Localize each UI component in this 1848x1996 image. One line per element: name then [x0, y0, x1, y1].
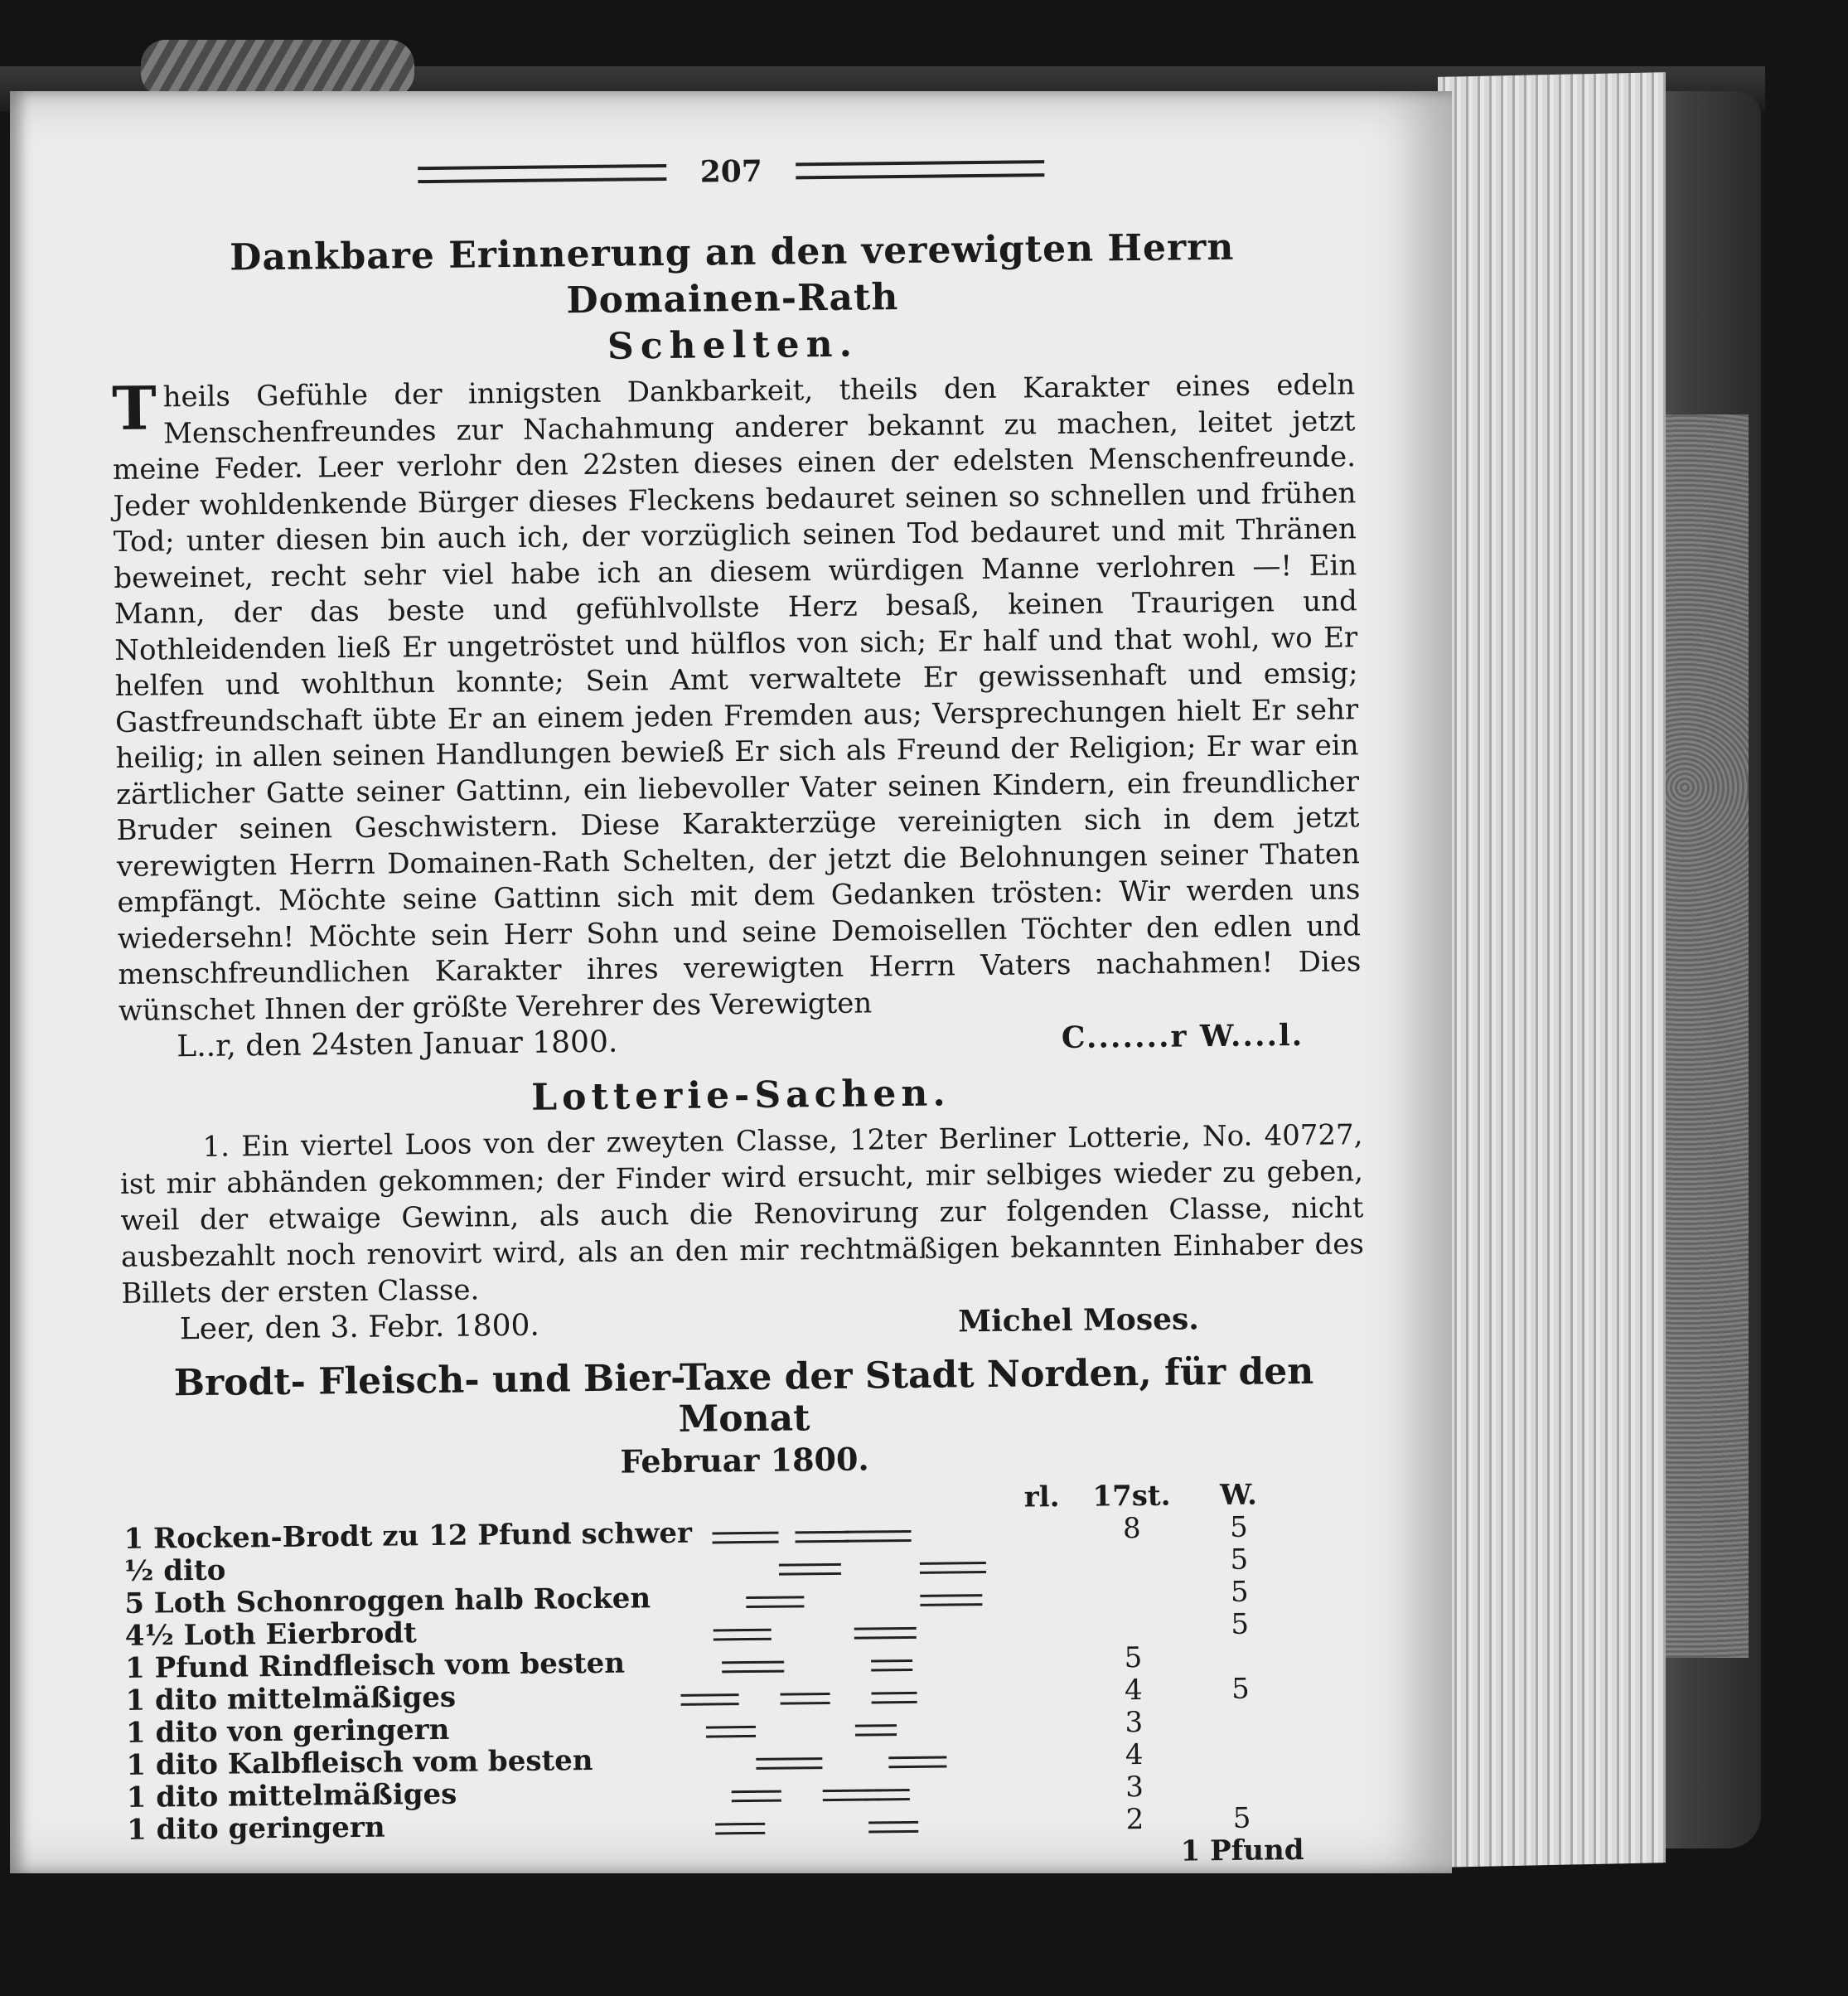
obituary-title-line1: Dankbare Erinnerung an den verewigten Herrn Domainen-Rath: [230, 225, 1235, 322]
book-page: [10, 91, 1452, 1873]
dash-rule: [920, 1594, 982, 1606]
price-st: 5: [1124, 1641, 1143, 1675]
last-note: 1 Pfund: [1180, 1834, 1304, 1868]
lottery-place-date: Leer, den 3. Febr. 1800.: [179, 1308, 540, 1347]
obituary-title-line2: Schelten.: [607, 322, 859, 368]
dash-rule: [715, 1823, 765, 1835]
spine-cord: [141, 40, 414, 98]
price-st: 8: [1122, 1512, 1141, 1546]
dash-rule: [864, 1789, 910, 1801]
price-st: [1087, 1610, 1178, 1643]
price-item: 1 dito geringern: [126, 1810, 385, 1847]
page-content: [109, 140, 1371, 1879]
dash-rule: [706, 1726, 756, 1738]
dash-rule: [868, 1821, 918, 1834]
obituary-signature: C.......r W....l.: [1061, 1017, 1304, 1056]
price-rl: [1000, 1740, 1090, 1773]
price-item: ½ dito: [123, 1553, 226, 1588]
price-table: [123, 1479, 1304, 1879]
price-item: 4½ Loth Eierbrodt: [124, 1616, 417, 1653]
price-w: 5: [1230, 1543, 1249, 1577]
price-rl: [998, 1514, 1087, 1547]
marbled-board-paper: [1657, 414, 1749, 1658]
price-rl: [999, 1708, 1089, 1741]
price-rl: [1000, 1772, 1090, 1805]
col-rl: rl.: [1023, 1480, 1060, 1514]
price-rl: [999, 1611, 1088, 1644]
obituary-body: [112, 367, 1362, 1029]
tax-title-line2: Februar 1800.: [620, 1440, 869, 1480]
price-dashes: [699, 1805, 1001, 1841]
dash-rule: [722, 1661, 784, 1674]
price-dashes: [698, 1708, 1000, 1744]
price-dashes: [696, 1579, 999, 1615]
dash-rule: [756, 1757, 822, 1770]
price-w: 5: [1232, 1801, 1251, 1835]
price-item: 1 Rocken-Brodt zu 12 Pfund schwer: [123, 1516, 693, 1556]
lottery-title: Lotterie-Sachen.: [530, 1072, 951, 1119]
tax-title: [122, 1350, 1366, 1488]
price-table-body: [123, 1511, 1304, 1847]
dash-rule: [746, 1596, 804, 1608]
price-rl: [1000, 1805, 1090, 1838]
col-st: 17st.: [1092, 1479, 1171, 1514]
tax-title-line1: Brodt- Fleisch- und Bier-Taxe der Stadt Norden, für den Monat: [173, 1349, 1314, 1441]
price-dashes: [697, 1644, 999, 1679]
price-dashes: [697, 1676, 999, 1712]
dash-rule: [712, 1532, 778, 1544]
price-st: [1087, 1577, 1178, 1611]
price-item: 1 dito mittelmäßiges: [126, 1777, 457, 1814]
price-st: 2: [1125, 1803, 1144, 1837]
header-rule-right: [796, 160, 1044, 179]
price-w: 5: [1230, 1575, 1249, 1609]
dash-rule: [780, 1693, 830, 1705]
price-st: 4: [1125, 1738, 1144, 1772]
price-st: [1086, 1545, 1178, 1578]
price-rl: [998, 1546, 1087, 1579]
page-number: 207: [699, 153, 763, 190]
obituary-place-date: L..r, den 24sten Januar 1800.: [177, 1025, 618, 1064]
col-w: W.: [1219, 1478, 1258, 1513]
dash-rule: [713, 1629, 771, 1641]
price-st: 3: [1125, 1771, 1144, 1805]
price-rl: [999, 1675, 1089, 1708]
price-w: 5: [1231, 1607, 1250, 1641]
price-rl: [999, 1578, 1088, 1611]
dash-rule: [920, 1562, 986, 1574]
page-header: [109, 140, 1353, 203]
col-dash-blank: [695, 1482, 998, 1518]
lottery-signature: Michel Moses.: [958, 1301, 1200, 1340]
price-w: 5: [1229, 1510, 1248, 1544]
price-w: [1179, 1705, 1303, 1739]
header-rule-left: [418, 164, 667, 183]
dash-rule: [888, 1756, 946, 1769]
drop-cap: T: [111, 372, 157, 443]
obituary-title: [110, 223, 1355, 375]
price-item: 5 Loth Schonroggen halb Rocken: [124, 1582, 651, 1621]
price-w: [1178, 1640, 1302, 1674]
page-block-edges: [1438, 72, 1666, 1868]
price-rl: [999, 1643, 1088, 1676]
price-dashes: [698, 1741, 1000, 1776]
lottery-text: 1. Ein viertel Loos von der zweyten Classe, 12ter Berliner Lotterie, No. 40727, ist mir abhänden gekommen; der Finder wird ersucht, mir selbiges wieder zu geben, weil der etwaige Gewinn, als auch die Renovirung zur folgenden Classe, nicht ausbezahlt noch renovirt wird, als an den mir rechtmäßigen bekannten Einhaber des Billets der ersten Classe.: [119, 1118, 1365, 1310]
price-item: 1 dito Kalbfleisch vom besten: [126, 1743, 593, 1782]
dash-rule: [680, 1693, 738, 1706]
dash-rule: [854, 1627, 916, 1640]
price-w: [1180, 1770, 1304, 1804]
price-dashes: [696, 1611, 999, 1647]
price-w: [1179, 1737, 1303, 1771]
price-item: 1 dito von geringern: [125, 1713, 450, 1750]
price-st: 3: [1125, 1706, 1144, 1740]
price-item: 1 Pfund Rindfleisch vom besten: [124, 1646, 626, 1685]
dash-rule: [779, 1563, 841, 1576]
dash-rule: [871, 1692, 917, 1704]
dash-rule: [795, 1531, 849, 1543]
price-item: 1 dito mittelmäßiges: [125, 1680, 457, 1717]
price-dashes: [698, 1773, 1000, 1809]
price-dashes: [695, 1547, 998, 1582]
dash-rule: [732, 1790, 781, 1803]
dash-rule: [844, 1530, 911, 1543]
obituary-text: heils Gefühle der innigsten Dankbarkeit, theils den Karakter eines edeln Menschenfreundes zur Nachahmung anderer bekannt zu machen, leitet jetzt meine Feder. Leer verlohr den 22sten dieses einen der edelsten Menschenfreunde. Jeder wohldenkende Bürger dieses Fleckens bedauret seinen so schnellen und frühen Tod; unter diesen bin auch ich, der vorzüglich seinen Tod bedauret und mit Thränen beweinet, recht sehr viel habe ich an diesem würdigen Manne verlohren —! Ein Mann, der das beste und gefühlvollste Herz besaß, keinen Traurigen und Nothleidenden ließ Er ungetröstet und hülflos von sich; Er half und that wohl, wo Er helfen und wohlthun konnte; Sein Amt verwaltete Er gewissenhaft und emsig; Gastfreundschaft übte Er an einem jeden Fremden aus; Versprechungen hielt Er sehr heilig; in allen seinen Handlungen bewieß Er sich als Freund der Religion; Er war ein zärtlicher Gatte seiner Gattinn, ein liebevoller Vater seinen Kindern, ein freundlicher Bruder seinen Geschwistern. Diese Karakterzüge vereinigten sich in dem jetzt verewigten Herrn Domainen-Rath Schelten, der jetzt die Belohnungen seiner Thaten empfängt. Möchte seine Gattinn sich mit dem Gedanken trösten: Wir werden uns wiedersehn! Möchte sein Herr Sohn und seine Demoisellen Töchter den edlen und menschfreundlichen Karakter ihres verewigten Herrn Vaters nachahmen! Dies wünschet Ihnen der größte Verehrer des Verewigten: [112, 368, 1362, 1028]
price-w: 5: [1231, 1672, 1251, 1706]
dash-rule: [871, 1659, 912, 1672]
price-st: 4: [1124, 1674, 1143, 1708]
price-dashes: [695, 1514, 998, 1550]
dash-rule: [855, 1724, 897, 1737]
